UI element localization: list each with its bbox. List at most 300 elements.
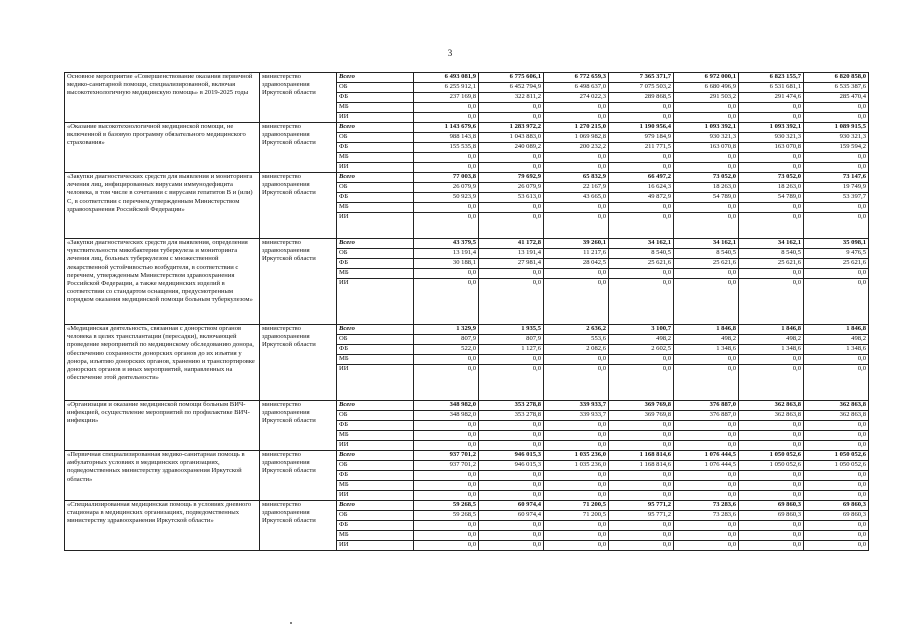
amount-cell: 0,0 (739, 481, 804, 491)
funding-source: ОБ (337, 461, 414, 471)
amount-cell: 1 270 215,0 (544, 123, 609, 133)
amount-cell: 0,0 (674, 279, 739, 325)
amount-cell: 0,0 (479, 113, 544, 123)
amount-cell: 0,0 (804, 355, 869, 365)
funding-source: Всего (337, 239, 414, 249)
responsible-executor: министерство здравоохранения Иркутской области (260, 325, 337, 401)
amount-cell: 0,0 (414, 365, 479, 401)
amount-cell: 6 972 000,1 (674, 73, 739, 83)
amount-cell: 498,2 (674, 335, 739, 345)
funding-source: ФБ (337, 143, 414, 153)
amount-cell: 946 015,3 (479, 461, 544, 471)
amount-cell: 163 070,8 (739, 143, 804, 153)
amount-cell: 0,0 (479, 269, 544, 279)
funding-source: ИИ (337, 113, 414, 123)
amount-cell: 0,0 (414, 153, 479, 163)
amount-cell: 0,0 (479, 355, 544, 365)
responsible-executor: министерство здравоохранения Иркутской области (260, 401, 337, 451)
funding-source: ИИ (337, 163, 414, 173)
funding-source: ФБ (337, 259, 414, 269)
amount-cell: 30 188,1 (414, 259, 479, 269)
amount-cell: 0,0 (609, 153, 674, 163)
amount-cell: 0,0 (544, 491, 609, 501)
amount-cell: 6 535 387,6 (804, 83, 869, 93)
table-row (65, 325, 869, 335)
amount-cell: 0,0 (609, 163, 674, 173)
funding-source: Всего (337, 173, 414, 183)
amount-cell: 7 365 371,7 (609, 73, 674, 83)
amount-cell: 348 982,0 (414, 411, 479, 421)
amount-cell: 498,2 (609, 335, 674, 345)
funding-source: ОБ (337, 249, 414, 259)
responsible-executor: министерство здравоохранения Иркутской области (260, 173, 337, 239)
amount-cell: 0,0 (414, 103, 479, 113)
activity-description: «Оказание высокотехнологичной медицинской помощи, не включенной в базовую программу обязательного медицинского страхования» (65, 123, 260, 173)
amount-cell: 6 531 681,1 (739, 83, 804, 93)
amount-cell: 0,0 (674, 355, 739, 365)
amount-cell: 1 168 814,6 (609, 451, 674, 461)
amount-cell: 49 872,9 (609, 193, 674, 203)
amount-cell: 34 162,1 (609, 239, 674, 249)
amount-cell: 28 042,5 (544, 259, 609, 269)
amount-cell: 0,0 (479, 103, 544, 113)
table-row (65, 173, 869, 183)
amount-cell: 0,0 (414, 481, 479, 491)
amount-cell: 0,0 (544, 269, 609, 279)
amount-cell: 0,0 (544, 163, 609, 173)
amount-cell: 362 863,8 (804, 411, 869, 421)
amount-cell: 0,0 (414, 163, 479, 173)
amount-cell: 930 321,3 (674, 133, 739, 143)
amount-cell: 211 771,5 (609, 143, 674, 153)
amount-cell: 69 860,3 (739, 511, 804, 521)
amount-cell: 8 540,5 (674, 249, 739, 259)
funding-source: Всего (337, 401, 414, 411)
amount-cell: 937 701,2 (414, 461, 479, 471)
amount-cell: 0,0 (414, 521, 479, 531)
amount-cell: 0,0 (739, 421, 804, 431)
amount-cell: 0,0 (804, 471, 869, 481)
amount-cell: 0,0 (479, 279, 544, 325)
amount-cell: 937 701,2 (414, 451, 479, 461)
amount-cell: 0,0 (414, 441, 479, 451)
amount-cell: 25 621,6 (609, 259, 674, 269)
amount-cell: 53 613,0 (479, 193, 544, 203)
budget-table (64, 72, 869, 551)
amount-cell: 1 143 679,6 (414, 123, 479, 133)
amount-cell: 0,0 (804, 163, 869, 173)
amount-cell: 362 863,8 (804, 401, 869, 411)
amount-cell: 0,0 (739, 103, 804, 113)
funding-source: ИИ (337, 441, 414, 451)
amount-cell: 43 665,0 (544, 193, 609, 203)
amount-cell: 322 811,2 (479, 93, 544, 103)
amount-cell: 73 052,0 (739, 173, 804, 183)
amount-cell: 1 127,6 (479, 345, 544, 355)
amount-cell: 60 974,4 (479, 511, 544, 521)
amount-cell: 0,0 (674, 491, 739, 501)
amount-cell: 0,0 (479, 481, 544, 491)
amount-cell: 0,0 (544, 531, 609, 541)
funding-source: ОБ (337, 183, 414, 193)
amount-cell: 54 789,0 (674, 193, 739, 203)
amount-cell: 73 283,6 (674, 501, 739, 511)
amount-cell: 0,0 (739, 163, 804, 173)
amount-cell: 1 935,5 (479, 325, 544, 335)
amount-cell: 0,0 (739, 269, 804, 279)
amount-cell: 0,0 (609, 269, 674, 279)
amount-cell: 0,0 (414, 491, 479, 501)
amount-cell: 0,0 (414, 279, 479, 325)
amount-cell: 0,0 (674, 481, 739, 491)
amount-cell: 0,0 (739, 531, 804, 541)
funding-source: ФБ (337, 521, 414, 531)
amount-cell: 18 263,0 (739, 183, 804, 193)
amount-cell: 0,0 (609, 365, 674, 401)
amount-cell: 285 470,4 (804, 93, 869, 103)
amount-cell: 27 981,4 (479, 259, 544, 269)
amount-cell: 59 268,5 (414, 511, 479, 521)
amount-cell: 0,0 (609, 113, 674, 123)
amount-cell: 0,0 (479, 491, 544, 501)
amount-cell: 0,0 (674, 163, 739, 173)
amount-cell: 0,0 (479, 365, 544, 401)
funding-source: Всего (337, 325, 414, 335)
amount-cell: 69 860,3 (804, 511, 869, 521)
amount-cell: 0,0 (674, 431, 739, 441)
amount-cell: 0,0 (739, 113, 804, 123)
funding-source: Всего (337, 123, 414, 133)
amount-cell: 0,0 (804, 203, 869, 213)
amount-cell: 8 540,5 (609, 249, 674, 259)
amount-cell: 0,0 (609, 213, 674, 239)
amount-cell: 0,0 (674, 441, 739, 451)
amount-cell: 59 268,5 (414, 501, 479, 511)
amount-cell: 0,0 (674, 531, 739, 541)
amount-cell: 0,0 (674, 269, 739, 279)
amount-cell: 0,0 (674, 113, 739, 123)
amount-cell: 339 933,7 (544, 401, 609, 411)
funding-source: ОБ (337, 335, 414, 345)
funding-source: ФБ (337, 193, 414, 203)
amount-cell: 0,0 (739, 541, 804, 551)
responsible-executor: министерство здравоохранения Иркутской области (260, 501, 337, 551)
funding-source: ОБ (337, 133, 414, 143)
amount-cell: 26 079,9 (414, 183, 479, 193)
amount-cell: 348 982,0 (414, 401, 479, 411)
responsible-executor: министерство здравоохранения Иркутской области (260, 239, 337, 325)
amount-cell: 16 624,3 (609, 183, 674, 193)
amount-cell: 930 321,3 (804, 133, 869, 143)
amount-cell: 0,0 (414, 203, 479, 213)
amount-cell: 95 771,2 (609, 511, 674, 521)
amount-cell: 18 263,0 (674, 183, 739, 193)
table-row (65, 451, 869, 461)
amount-cell: 376 887,0 (674, 411, 739, 421)
amount-cell: 0,0 (609, 481, 674, 491)
amount-cell: 1 035 236,0 (544, 461, 609, 471)
amount-cell: 1 348,6 (804, 345, 869, 355)
funding-source: ФБ (337, 421, 414, 431)
amount-cell: 159 594,2 (804, 143, 869, 153)
amount-cell: 930 321,3 (739, 133, 804, 143)
funding-source: МБ (337, 355, 414, 365)
amount-cell: 13 191,4 (479, 249, 544, 259)
amount-cell: 0,0 (544, 203, 609, 213)
amount-cell: 291 503,2 (674, 93, 739, 103)
activity-description: «Первичная специализированная медико-санитарная помощь в амбулаторных условиях в медицинских организациях, подведомственных министерству здравоохранения Иркутской области» (65, 451, 260, 501)
amount-cell: 0,0 (609, 471, 674, 481)
amount-cell: 0,0 (544, 113, 609, 123)
amount-cell: 2 082,6 (544, 345, 609, 355)
funding-source: Всего (337, 501, 414, 511)
amount-cell: 1 089 915,5 (804, 123, 869, 133)
amount-cell: 498,2 (804, 335, 869, 345)
amount-cell: 0,0 (414, 541, 479, 551)
amount-cell: 1 035 236,0 (544, 451, 609, 461)
amount-cell: 0,0 (804, 269, 869, 279)
scan-speck (290, 622, 292, 624)
amount-cell: 553,6 (544, 335, 609, 345)
amount-cell: 988 143,8 (414, 133, 479, 143)
amount-cell: 6 255 912,1 (414, 83, 479, 93)
amount-cell: 25 621,6 (739, 259, 804, 269)
amount-cell: 362 863,8 (739, 401, 804, 411)
amount-cell: 807,9 (414, 335, 479, 345)
amount-cell: 0,0 (804, 103, 869, 113)
amount-cell: 6 452 794,9 (479, 83, 544, 93)
amount-cell: 0,0 (739, 491, 804, 501)
amount-cell: 289 868,5 (609, 93, 674, 103)
amount-cell: 1 348,6 (739, 345, 804, 355)
amount-cell: 34 162,1 (739, 239, 804, 249)
amount-cell: 498,2 (739, 335, 804, 345)
amount-cell: 77 003,8 (414, 173, 479, 183)
table-row (65, 501, 869, 511)
amount-cell: 1 050 052,6 (739, 461, 804, 471)
amount-cell: 0,0 (479, 203, 544, 213)
amount-cell: 0,0 (544, 279, 609, 325)
amount-cell: 0,0 (479, 531, 544, 541)
amount-cell: 339 933,7 (544, 411, 609, 421)
responsible-executor: министерство здравоохранения Иркутской области (260, 451, 337, 501)
responsible-executor: министерство здравоохранения Иркутской области (260, 73, 337, 123)
amount-cell: 6 493 081,9 (414, 73, 479, 83)
amount-cell: 60 974,4 (479, 501, 544, 511)
amount-cell: 1 190 956,4 (609, 123, 674, 133)
amount-cell: 0,0 (804, 421, 869, 431)
amount-cell: 0,0 (739, 355, 804, 365)
budget-table-body (65, 73, 869, 551)
amount-cell: 1 069 982,8 (544, 133, 609, 143)
amount-cell: 200 232,2 (544, 143, 609, 153)
amount-cell: 0,0 (804, 481, 869, 491)
funding-source: МБ (337, 269, 414, 279)
amount-cell: 0,0 (804, 531, 869, 541)
table-row (65, 123, 869, 133)
amount-cell: 41 172,8 (479, 239, 544, 249)
amount-cell: 0,0 (479, 441, 544, 451)
amount-cell: 0,0 (804, 431, 869, 441)
amount-cell: 1 050 052,6 (804, 461, 869, 471)
amount-cell: 1 093 392,1 (739, 123, 804, 133)
amount-cell: 35 098,1 (804, 239, 869, 249)
amount-cell: 0,0 (479, 541, 544, 551)
amount-cell: 0,0 (544, 431, 609, 441)
funding-source: ОБ (337, 83, 414, 93)
funding-source: ИИ (337, 213, 414, 239)
funding-source: ФБ (337, 345, 414, 355)
table-row (65, 401, 869, 411)
amount-cell: 0,0 (414, 213, 479, 239)
amount-cell: 274 022,3 (544, 93, 609, 103)
activity-description: «Закупки диагностических средств для выявления и мониторинга лечения лиц, инфицированных вирусами иммунодефицита человека, в том числе в сочетании с вирусами гепатитов В и (или) С, в соответствии с перечнем,утвержденным Министерством здравоохранения Российской Федерации» (65, 173, 260, 239)
amount-cell: 0,0 (479, 471, 544, 481)
amount-cell: 1 050 052,6 (804, 451, 869, 461)
amount-cell: 369 769,8 (609, 401, 674, 411)
amount-cell: 1 093 392,1 (674, 123, 739, 133)
amount-cell: 1 283 972,2 (479, 123, 544, 133)
amount-cell: 6 498 637,0 (544, 83, 609, 93)
amount-cell: 1 329,9 (414, 325, 479, 335)
funding-source: ИИ (337, 365, 414, 401)
amount-cell: 39 260,1 (544, 239, 609, 249)
amount-cell: 369 769,8 (609, 411, 674, 421)
amount-cell: 13 191,4 (414, 249, 479, 259)
amount-cell: 0,0 (674, 421, 739, 431)
amount-cell: 0,0 (739, 203, 804, 213)
amount-cell: 0,0 (674, 521, 739, 531)
amount-cell: 0,0 (804, 365, 869, 401)
activity-description: «Закупки диагностических средств для выявления, определения чувствительности микобактерии туберкулеза и мониторинга лечения лиц, больных туберкулезом с множественной лекарственной устойчивостью возбудителя, в соответствии с перечнем, утвержденным Министерством здравоохранения Российской Федерации, а также медицинских изделий в соответствии со стандартом оснащения, предусмотренным порядком оказания медицинской помощи больным туберкулезом» (65, 239, 260, 325)
amount-cell: 376 887,0 (674, 401, 739, 411)
amount-cell: 95 771,2 (609, 501, 674, 511)
funding-source: Всего (337, 73, 414, 83)
amount-cell: 0,0 (609, 491, 674, 501)
amount-cell: 9 476,5 (804, 249, 869, 259)
amount-cell: 1 050 052,6 (739, 451, 804, 461)
funding-source: ОБ (337, 511, 414, 521)
amount-cell: 1 076 444,5 (674, 451, 739, 461)
amount-cell: 0,0 (544, 103, 609, 113)
amount-cell: 0,0 (739, 441, 804, 451)
amount-cell: 0,0 (544, 521, 609, 531)
amount-cell: 0,0 (674, 365, 739, 401)
amount-cell: 1 043 883,0 (479, 133, 544, 143)
amount-cell: 1 846,8 (674, 325, 739, 335)
amount-cell: 6 680 496,9 (674, 83, 739, 93)
amount-cell: 0,0 (479, 431, 544, 441)
amount-cell: 362 863,8 (739, 411, 804, 421)
amount-cell: 26 079,9 (479, 183, 544, 193)
funding-source: ИИ (337, 491, 414, 501)
amount-cell: 0,0 (479, 213, 544, 239)
amount-cell: 0,0 (544, 481, 609, 491)
amount-cell: 0,0 (804, 213, 869, 239)
amount-cell: 71 200,5 (544, 501, 609, 511)
amount-cell: 0,0 (544, 365, 609, 401)
amount-cell: 0,0 (804, 113, 869, 123)
amount-cell: 0,0 (544, 541, 609, 551)
amount-cell: 0,0 (674, 153, 739, 163)
amount-cell: 0,0 (739, 521, 804, 531)
amount-cell: 946 015,3 (479, 451, 544, 461)
amount-cell: 0,0 (544, 421, 609, 431)
amount-cell: 0,0 (609, 279, 674, 325)
amount-cell: 979 184,9 (609, 133, 674, 143)
amount-cell: 3 100,7 (609, 325, 674, 335)
amount-cell: 353 278,8 (479, 411, 544, 421)
amount-cell: 43 379,5 (414, 239, 479, 249)
funding-source: МБ (337, 203, 414, 213)
amount-cell: 8 540,5 (739, 249, 804, 259)
table-row (65, 73, 869, 83)
amount-cell: 69 860,3 (739, 501, 804, 511)
amount-cell: 0,0 (739, 365, 804, 401)
amount-cell: 1 846,8 (804, 325, 869, 335)
amount-cell: 0,0 (544, 153, 609, 163)
amount-cell: 0,0 (609, 103, 674, 113)
amount-cell: 291 474,6 (739, 93, 804, 103)
amount-cell: 1 076 444,5 (674, 461, 739, 471)
amount-cell: 0,0 (674, 541, 739, 551)
amount-cell: 0,0 (414, 355, 479, 365)
amount-cell: 66 497,2 (609, 173, 674, 183)
amount-cell: 54 789,0 (739, 193, 804, 203)
amount-cell: 65 832,9 (544, 173, 609, 183)
amount-cell: 6 823 155,7 (739, 73, 804, 83)
funding-source: МБ (337, 153, 414, 163)
funding-source: Всего (337, 451, 414, 461)
amount-cell: 53 397,7 (804, 193, 869, 203)
amount-cell: 0,0 (804, 441, 869, 451)
amount-cell: 0,0 (739, 279, 804, 325)
funding-source: МБ (337, 481, 414, 491)
amount-cell: 22 167,9 (544, 183, 609, 193)
amount-cell: 11 217,6 (544, 249, 609, 259)
amount-cell: 0,0 (414, 421, 479, 431)
activity-description: «Специализированная медицинская помощь в условиях дневного стационара в медицинских организациях, подведомственных министерству здравоохранения Иркутской области» (65, 501, 260, 551)
amount-cell: 0,0 (674, 103, 739, 113)
amount-cell: 0,0 (609, 421, 674, 431)
activity-description: «Организация и оказание медицинской помощи больным ВИЧ-инфекцией, осуществление мероприятий по профилактике ВИЧ-инфекции» (65, 401, 260, 451)
amount-cell: 0,0 (609, 355, 674, 365)
amount-cell: 0,0 (544, 355, 609, 365)
amount-cell: 240 089,2 (479, 143, 544, 153)
amount-cell: 2 636,2 (544, 325, 609, 335)
amount-cell: 2 602,5 (609, 345, 674, 355)
funding-source: ОБ (337, 411, 414, 421)
amount-cell: 155 535,8 (414, 143, 479, 153)
amount-cell: 1 846,8 (739, 325, 804, 335)
amount-cell: 6 775 606,1 (479, 73, 544, 83)
amount-cell: 0,0 (674, 213, 739, 239)
funding-source: ИИ (337, 541, 414, 551)
amount-cell: 73 052,0 (674, 173, 739, 183)
amount-cell: 0,0 (544, 471, 609, 481)
amount-cell: 71 200,5 (544, 511, 609, 521)
amount-cell: 0,0 (414, 471, 479, 481)
funding-source: ФБ (337, 471, 414, 481)
amount-cell: 79 692,9 (479, 173, 544, 183)
amount-cell: 0,0 (804, 491, 869, 501)
amount-cell: 0,0 (544, 441, 609, 451)
amount-cell: 1 168 814,6 (609, 461, 674, 471)
funding-source: ИИ (337, 279, 414, 325)
amount-cell: 0,0 (804, 541, 869, 551)
amount-cell: 0,0 (739, 431, 804, 441)
amount-cell: 0,0 (479, 153, 544, 163)
